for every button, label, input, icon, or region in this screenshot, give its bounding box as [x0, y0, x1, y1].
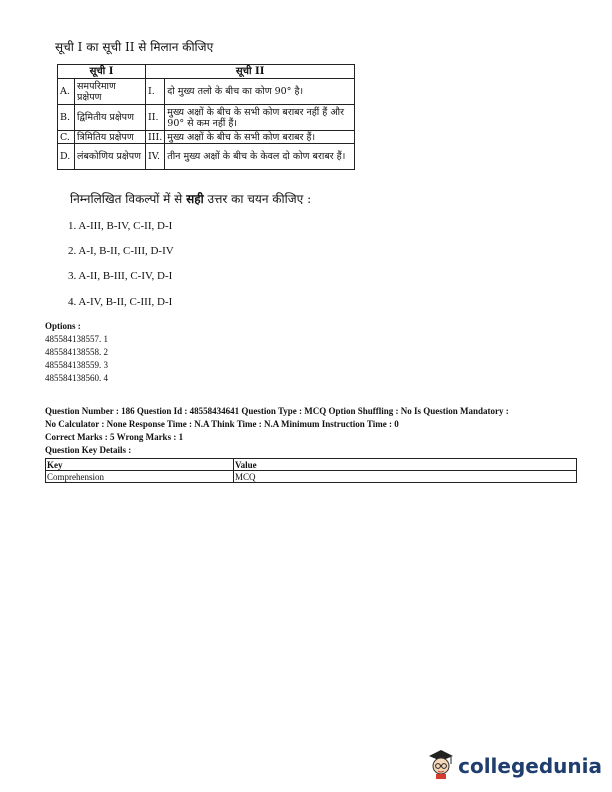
- list2-cell: मुख्य अक्षों के बीच के सभी कोण बराबर हैं।: [165, 131, 355, 144]
- option-id: 485584138557. 1: [45, 334, 108, 344]
- match-table: [57, 64, 355, 170]
- choice-3: 3. A-II, B-III, C-IV, D-I: [68, 270, 173, 282]
- list1-cell: लंबकोणिय प्रक्षेपण: [75, 144, 146, 170]
- meta-line-4: Question Key Details :: [45, 445, 132, 455]
- meta-line-3: Correct Marks : 5 Wrong Marks : 1: [45, 432, 184, 442]
- instruction-bold: सही: [186, 192, 204, 206]
- key-cell: Comprehension: [46, 471, 234, 483]
- list2-cell: दो मुख्य तलो के बीच का कोण 90° है।: [165, 79, 355, 105]
- row-letter: A.: [58, 79, 75, 105]
- instruction-post: उत्तर का चयन कीजिए :: [203, 192, 312, 206]
- option-id: 485584138560. 4: [45, 373, 108, 383]
- question-heading: सूची I का सूची II से मिलान कीजिए: [55, 40, 214, 54]
- row-roman: III.: [146, 131, 165, 144]
- logo-text: collegedunia: [458, 754, 602, 778]
- choice-2: 2. A-I, B-II, C-III, D-IV: [68, 245, 174, 257]
- instruction: [70, 190, 311, 207]
- row-roman: IV.: [146, 144, 165, 170]
- choice-4: 4. A-IV, B-II, C-III, D-I: [68, 296, 173, 308]
- value-header: Value: [234, 459, 577, 471]
- table-row: [58, 144, 355, 170]
- options-label: Options :: [45, 321, 81, 331]
- key-table-header: [46, 459, 577, 471]
- row-roman: II.: [146, 105, 165, 131]
- meta-line-2: No Calculator : None Response Time : N.A Think Time : N.A Minimum Instruction Time : 0: [45, 419, 399, 429]
- row-letter: D.: [58, 144, 75, 170]
- options-block: [45, 320, 108, 385]
- list2-cell: मुख्य अक्षों के बीच के सभी कोण बराबर नहीं हैं और 90° से कम नहीं हैं।: [165, 105, 355, 131]
- option-id: 485584138558. 2: [45, 347, 108, 357]
- list2-cell: तीन मुख्य अक्षों के बीच के केवल दो कोण बराबर हैं।: [165, 144, 355, 170]
- choice-1: 1. A-III, B-IV, C-II, D-I: [68, 220, 173, 232]
- row-letter: C.: [58, 131, 75, 144]
- instruction-pre: निम्नलिखित विकल्पों में से: [70, 192, 187, 206]
- collegedunia-logo: [426, 748, 602, 784]
- key-header: Key: [46, 459, 234, 471]
- table-row: [58, 79, 355, 105]
- row-letter: B.: [58, 105, 75, 131]
- table-row: [58, 105, 355, 131]
- list1-cell: त्रिमितिय प्रक्षेपण: [75, 131, 146, 144]
- list1-cell: समपरिमाण प्रक्षेपण: [75, 79, 146, 105]
- question-meta: [45, 405, 509, 457]
- meta-line-1: Question Number : 186 Question Id : 48558434641 Question Type : MCQ Option Shuffling : No Is Question Mandatory :: [45, 406, 509, 416]
- match-table-header: [58, 65, 355, 79]
- value-cell: MCQ: [234, 471, 577, 483]
- table-row: [46, 471, 577, 483]
- list1-header: सूची I: [58, 65, 146, 79]
- key-table: [45, 458, 577, 483]
- student-mascot-icon: [426, 748, 456, 784]
- row-roman: I.: [146, 79, 165, 105]
- table-row: [58, 131, 355, 144]
- option-id: 485584138559. 3: [45, 360, 108, 370]
- list2-header: सूची II: [146, 65, 355, 79]
- list1-cell: द्विमितीय प्रक्षेपण: [75, 105, 146, 131]
